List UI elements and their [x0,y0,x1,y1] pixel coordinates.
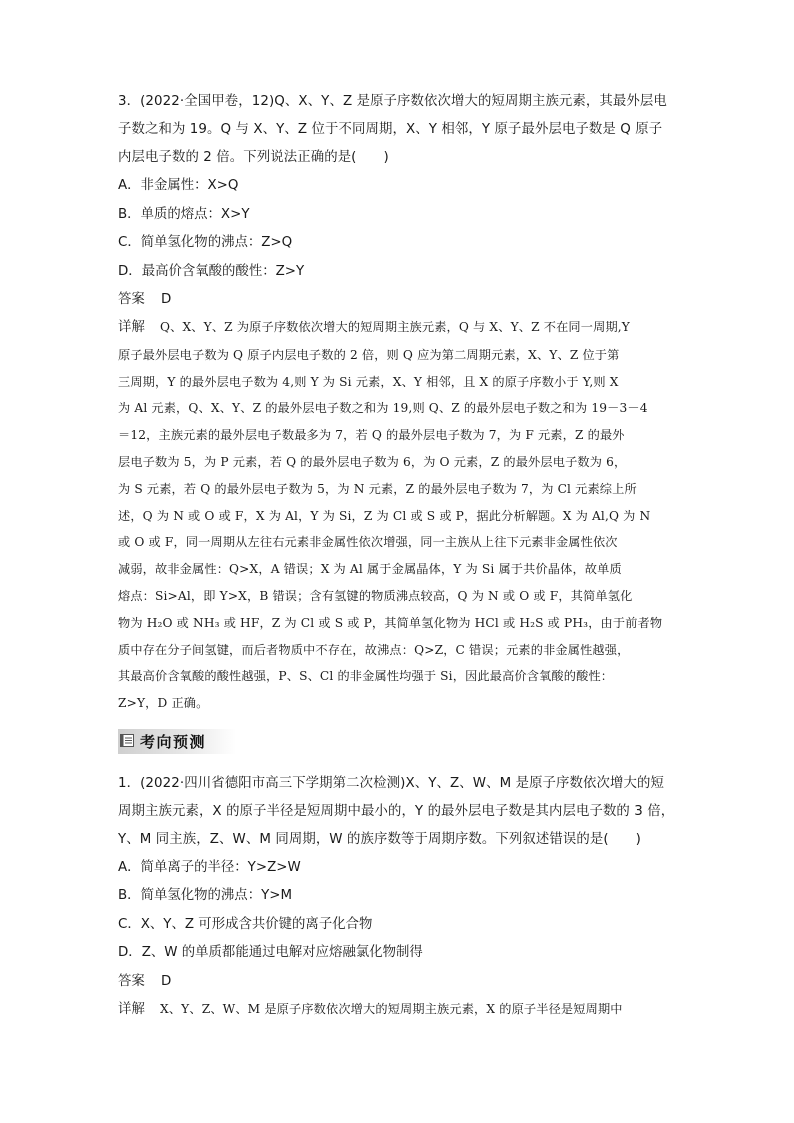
question-1-option-a: A．简单离子的半径：Y>Z>W [118,859,301,875]
detail-line: 层电子数为 5，为 P 元素，若 Q 的最外层电子数为 6，为 O 元素，Z 的最外层电子数为 6， [118,454,627,469]
detail-text: X、Y、Z、W、M 是原子序数依次增大的短周期主族元素，X 的原子半径是短周期中 [160,1001,623,1016]
question-3-stem-line: 3．(2022·全国甲卷，12)Q、X、Y、Z 是原子序数依次增大的短周期主族元素，其最外层电 [118,94,667,109]
question-1-stem-line: 1．(2022·四川省德阳市高三下学期第二次检测)X、Y、Z、W、M 是原子序数依次增大的短 [118,775,664,791]
question-3-option-b: B．单质的熔点：X>Y [118,206,250,222]
detail-line: 为 Al 元素，Q、X、Y、Z 的最外层电子数之和为 19,则 Q、Z 的最外层电子数之和为 19－3－4 [118,401,648,416]
notebook-icon [120,734,134,747]
question-3-option-a: A．非金属性：X>Q [118,178,239,193]
question-3-detail [118,314,680,717]
detail-line: 质中存在分子间氢键，而后者物质中不存在，故沸点：Q>Z，C 错误；元素的非金属性越强， [118,642,630,657]
detail-line: ＝12，主族元素的最外层电子数最多为 7，若 Q 的最外层电子数为 7，为 F 元素，Z 的最外 [118,428,625,443]
question-1-stem-line: Y、M 同主族，Z、W、M 同周期，W 的族序数等于周期序数。下列叙述错误的是( ) [118,831,641,847]
answer-label: 答案 [118,973,145,989]
detail-line [118,314,680,342]
question-1-option-b: B．简单氢化物的沸点：Y>M [118,888,293,904]
answer-value: D [161,973,172,989]
detail-line: 述，Q 为 N 或 O 或 F，X 为 Al，Y 为 Si，Z 为 Cl 或 S 或 P，据此分析解题。X 为 Al,Q 为 N [118,508,651,523]
detail-line: Z>Y，D 正确。 [118,696,209,711]
detail-label: 详解 [118,1001,146,1017]
detail-line: 熔点：Si>Al，即 Y>X，B 错误；含有氢键的物质沸点较高，Q 为 N 或 O 或 F，其简单氢化 [118,588,633,603]
detail-line: 其最高价含氧酸的酸性越强，P、S、Cl 的非金属性均强于 Si，因此最高价含氧酸的酸性： [118,669,614,684]
question-3-answer [118,286,680,314]
detail-label: 详解 [118,320,146,335]
detail-line: 减弱，故非金属性：Q>X，A 错误；X 为 Al 属于金属晶体，Y 为 Si 属于共价晶体，故单质 [118,562,622,577]
question-1-stem-line: 周期主族元素，X 的原子半径是短周期中最小的，Y 的最外层电子数是其内层电子数的 3 倍， [118,803,675,819]
detail-text: Q、X、Y、Z 为原子序数依次增大的短周期主族元素，Q 与 X、Y、Z 不在同一周期,Y [160,320,631,334]
detail-line [118,996,680,1024]
detail-line: 为 S 元素，若 Q 的最外层电子数为 5，为 N 元素，Z 的最外层电子数为 7，为 Cl 元素综上所 [118,481,637,496]
question-1-option-d: D．Z、W 的单质都能通过电解对应熔融氯化物制得 [118,945,423,961]
question-1 [118,770,680,1024]
detail-line: 或 O 或 F，同一周期从左往右元素非金属性依次增强，同一主族从上往下元素非金属性依次 [118,535,618,550]
question-3-stem-line: 子数之和为 19。Q 与 X、Y、Z 位于不同周期，X、Y 相邻，Y 原子最外层电子数是 Q 原子 [118,122,663,137]
detail-line: 三周期，Y 的最外层电子数为 4,则 Y 为 Si 元素，X、Y 相邻，且 X 的原子序数小于 Y,则 X [118,374,619,389]
question-1-option-c: C．X、Y、Z 可形成含共价键的离子化合物 [118,916,373,932]
detail-line: 物为 H₂O 或 NH₃ 或 HF，Z 为 Cl 或 S 或 P，其简单氢化物为 HCl 或 H₂S 或 PH₃，由于前者物 [118,615,663,630]
detail-line: 原子最外层电子数为 Q 原子内层电子数的 2 倍，则 Q 应为第二周期元素，X、Y、Z 位于第 [118,347,620,362]
answer-value: D [161,292,172,307]
section-title: 考向预测 [140,732,207,751]
page-content [118,88,680,1024]
question-3-option-d: D．最高价含氧酸的酸性：Z>Y [118,263,305,279]
question-3 [118,88,680,717]
answer-label: 答案 [118,292,145,307]
question-3-stem-line: 内层电子数的 2 倍。下列说法正确的是( ) [118,150,389,165]
question-3-option-c: C．简单氢化物的沸点：Z>Q [118,235,293,250]
question-1-answer [118,968,680,996]
section-heading [118,726,680,756]
